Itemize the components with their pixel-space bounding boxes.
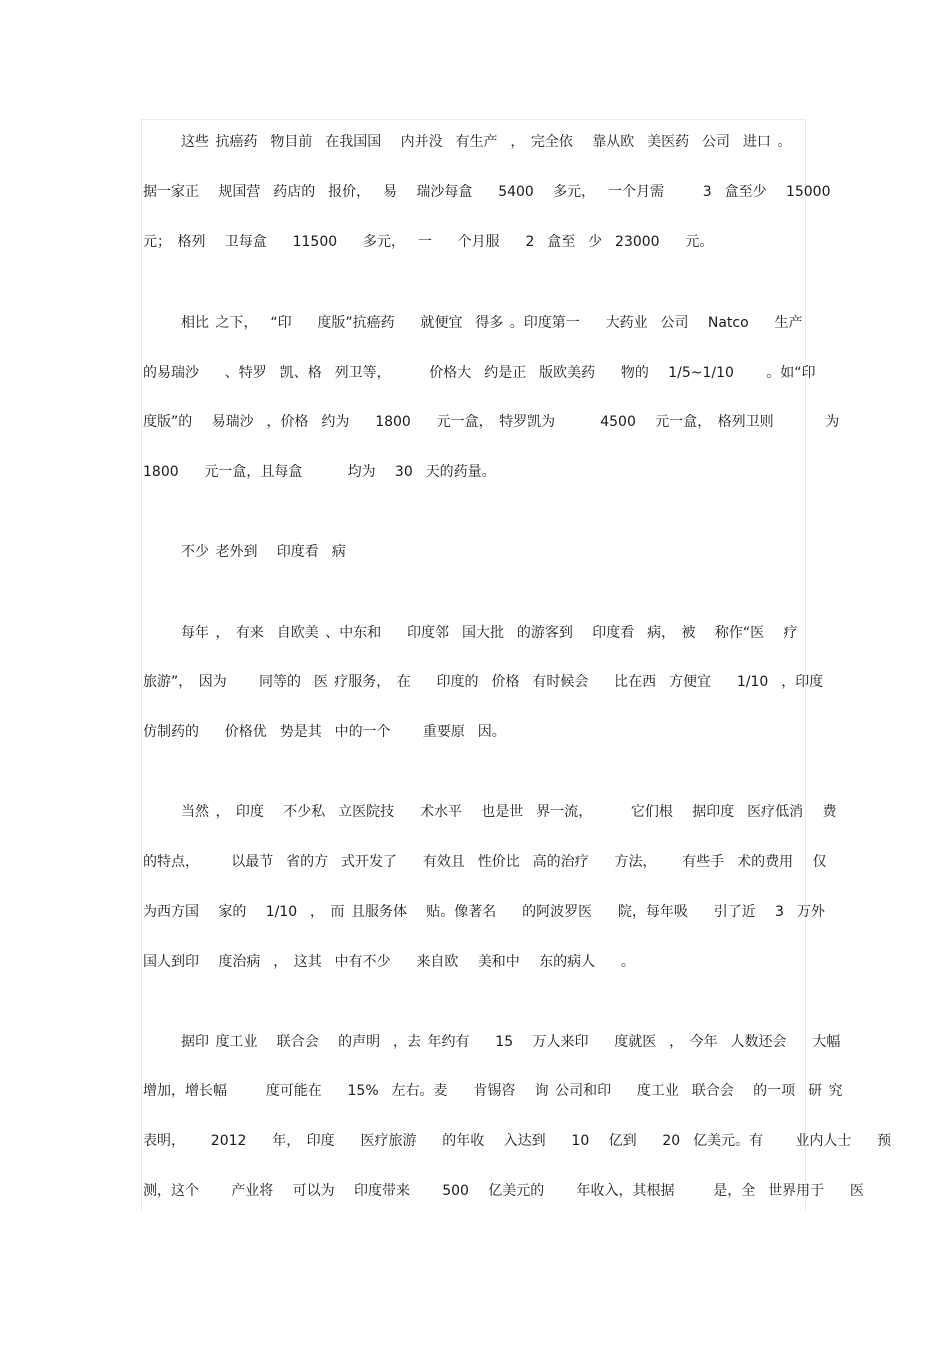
text-line: 1800 元一盒，且每盒 均为 30 天的药量。 [143,464,496,480]
text-line: 的易瑞沙 、特罗 凯、格 列卫等， 价格大 约是正 版欧美药 物的 1/5~1/10 。如“印 [143,365,816,381]
section-heading: 不少 老外到 印度看 病 [181,544,346,560]
text-line: 测，这个 产业将 可以为 印度带来 500 亿美元的 年收入，其根据 是，全 世界用于 医 [143,1183,864,1199]
text-line: 每年 ， 有来 自欧美 、中东和 印度邻 国大批 的游客到 印度看 病， 被 称作“医 疗 [181,625,798,641]
text-line: 的特点， 以最节 省的方 式开发了 有效且 性价比 高的治疗 方法， 有些手 术的费用 仅 [143,854,827,870]
text-line: 度版”的 易瑞沙 ，价格 约为 1800 元一盒， 特罗凯为 4500 元一盒， 格列卫则 为 [143,414,840,430]
text-line: 相比 之下， “印 度版”抗癌药 就便宜 得多 。印度第一 大药业 公司 Natco 生产 [181,315,803,331]
text-line: 旅游”， 因为 同等的 医 疗服务， 在 印度的 价格 有时候会 比在西 方便宜 1/10 ，印度 [143,674,824,690]
text-line: 元； 格列 卫每盒 11500 多元， 一 个月服 2 盒至 少 23000 元。 [143,234,714,250]
text-line: 这些 抗癌药 物目前 在我国国 内并没 有生产 ， 完全依 靠从欧 美医药 公司 进口 。 [181,134,792,150]
text-line: 仿制药的 价格优 势是其 中的一个 重要原 因。 [143,724,506,740]
text-line: 为西方国 家的 1/10 ， 而 且服务体 贴。像著名 的阿波罗医 院，每年吸 引了近 3 万外 [143,904,825,920]
text-line: 国人到印 度治病 ， 这其 中有不少 来自欧 美和中 东的病人 。 [143,954,635,970]
text-line: 当然 ， 印度 不少私 立医院技 术水平 也是世 界一流， 它们根 据印度 医疗低消 费 [181,804,837,820]
text-line: 表明， 2012 年， 印度 医疗旅游 的年收 入达到 10 亿到 20 亿美元。有 业内人士 预 [143,1133,892,1149]
text-line: 据一家正 规国营 药店的 报价， 易 瑞沙每盒 5400 多元， 一个月需 3 盒至少 15000 [143,184,831,200]
text-line: 增加，增长幅 度可能在 15% 左右。麦 肯锡咨 询 公司和印 度工业 联合会 的一项 研 究 [143,1083,843,1099]
text-line: 据印 度工业 联合会 的声明 ，去 年约有 15 万人来印 度就医 ， 今年 人数还会 大幅 [181,1034,841,1050]
